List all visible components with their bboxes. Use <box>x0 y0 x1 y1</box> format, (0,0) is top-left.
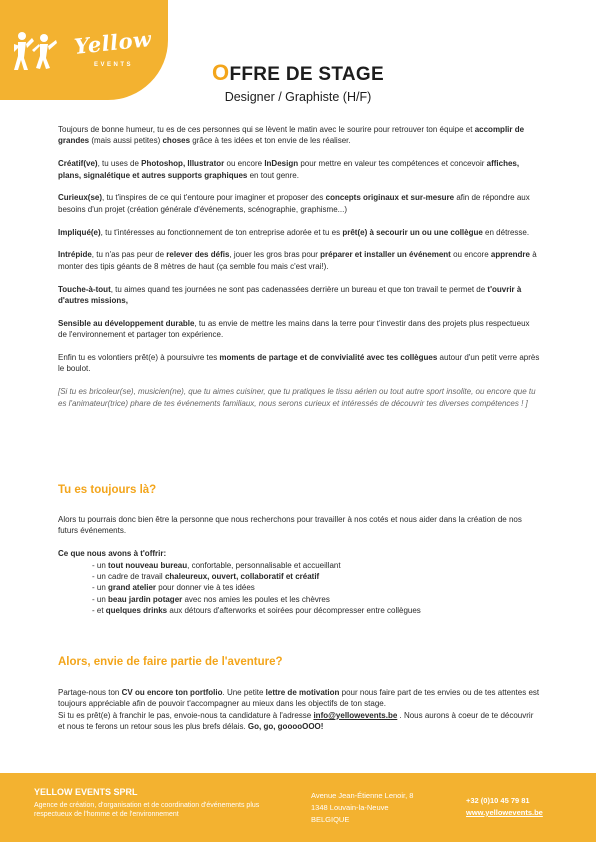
paragraph: Curieux(se), tu t'inspires de ce qui t'entoure pour imaginer et proposer des concepts originaux et sur-mesure afin de répondre aux besoins d'un projet (création générale d'événements, scénographie, graphisme...) <box>58 193 530 214</box>
paragraph: Impliqué(e), tu t'intéresses au fonctionnement de ton entreprise adorée et tu es prêt(e) à secourir un ou une collègue en détresse. <box>58 227 530 237</box>
footer <box>0 773 596 842</box>
list-item: - un tout nouveau bureau, confortable, personnalisable et accueillant <box>92 560 341 570</box>
paragraph: Toujours de bonne humeur, tu es de ces personnes qui se lèvent le matin avec le sourire pour retrouver ton équipe et accomplir de grandes (mais aussi petites) choses grâce à tes idées et ton envie de les réaliser. <box>58 125 525 146</box>
list-item: - un grand atelier pour donner vie à tes idées <box>92 583 255 593</box>
footer-contact <box>466 795 543 819</box>
paragraph: Créatif(ve), tu uses de Photoshop, Illustrator ou encore InDesign pour mettre en valeur tes compétences et concevoir affiches, plans, signalétique et autres supports graphiques en tout genre. <box>58 159 520 180</box>
offer-title: Ce que nous avons à t'offrir: <box>58 549 167 559</box>
footer-phone[interactable]: +32 (0)10 45 79 81 <box>466 796 530 805</box>
footer-address: Avenue Jean-Étienne Lenoir, 8 1348 Louvain-la-Neuve BELGIQUE <box>311 791 414 824</box>
intro-section <box>58 124 540 420</box>
paragraph: Intrépide, tu n'as pas peur de relever des défis, jouer les gros bras pour préparer et installer un événement ou encore apprendre à monter des tipis géants de 8 mètres de haut (ça semble fou mais c'est vrai!). <box>58 250 537 271</box>
page-subtitle: Designer / Graphiste (H/F) <box>224 90 372 104</box>
offer-section <box>58 514 540 617</box>
title-block <box>0 60 596 104</box>
logo-wordmark: Yellow <box>72 26 153 59</box>
paragraph: Si tu es prêt(e) à franchir le pas, envoie-nous ta candidature à l'adresse info@yellowevents.be . Nous aurons à coeur de te découvrir et nous te ferons un retour sous les plus brefs délais. Go, go, gooooOOO! <box>58 710 534 732</box>
list-item: - un beau jardin potager avec nos amies les poules et les chèvres <box>92 594 330 604</box>
page-title: OFFRE DE STAGE <box>212 60 384 85</box>
paragraph: Partage-nous ton CV ou encore ton portfolio. Une petite lettre de motivation pour nous faire part de tes envies ou de tes attentes est toujours appréciable afin de pouvoir t'accompagner au mieux dans les objectifs de ton stage. <box>58 688 540 709</box>
footer-company: YELLOW EVENTS SPRL <box>34 787 138 797</box>
paragraph: Alors tu pourrais donc bien être la personne que nous recherchons pour travailler à nos cotés et nous aider dans la création de nos futurs événements. <box>58 515 522 536</box>
footer-website-link[interactable]: www.yellowevents.be <box>466 808 543 817</box>
list-item: - un cadre de travail chaleureux, ouvert, collaboratif et créatif <box>92 572 320 582</box>
logo-subtitle: EVENTS <box>94 62 134 68</box>
offer-list <box>92 560 540 617</box>
email-link[interactable]: info@yellowevents.be <box>313 710 398 720</box>
section-heading-aventure: Alors, envie de faire partie de l'aventure? <box>58 656 283 668</box>
paragraph: Touche-à-tout, tu aimes quand tes journées ne sont pas cadenassées derrière un bureau et que ton travail te permet de t'ouvrir à d'autres missions, <box>58 284 522 306</box>
list-item: - et quelques drinks aux détours d'afterworks et soirées pour décompresser entre collègues <box>92 606 421 616</box>
italic-note: [Si tu es bricoleur(se), musicien(ne), que tu aimes cuisiner, que tu pratiques le tissu aérien ou tout autre sport insolite, ou encore que tu es l'animateur(trice) phare de tes événements familiaux, nous serons curieux et intéressés de découvrir tes diverses compétences ! ] <box>58 387 536 408</box>
paragraph: Sensible au développement durable, tu as envie de mettre les mains dans la terre pour t'investir dans des projets plus respectueux de l'environnement et partager ton expérience. <box>58 318 530 340</box>
apply-section <box>58 687 540 744</box>
footer-description: Agence de création, d'organisation et de coordination d'événements plus respectueux de l'homme et de l'environnement <box>34 802 260 818</box>
paragraph: Enfin tu es volontiers prêt(e) à poursuivre tes moments de partage et de convivialité avec tes collègues autour d'un petit verre après le boulot. <box>58 353 540 374</box>
section-heading-toujours-la: Tu es toujours là? <box>58 484 157 496</box>
